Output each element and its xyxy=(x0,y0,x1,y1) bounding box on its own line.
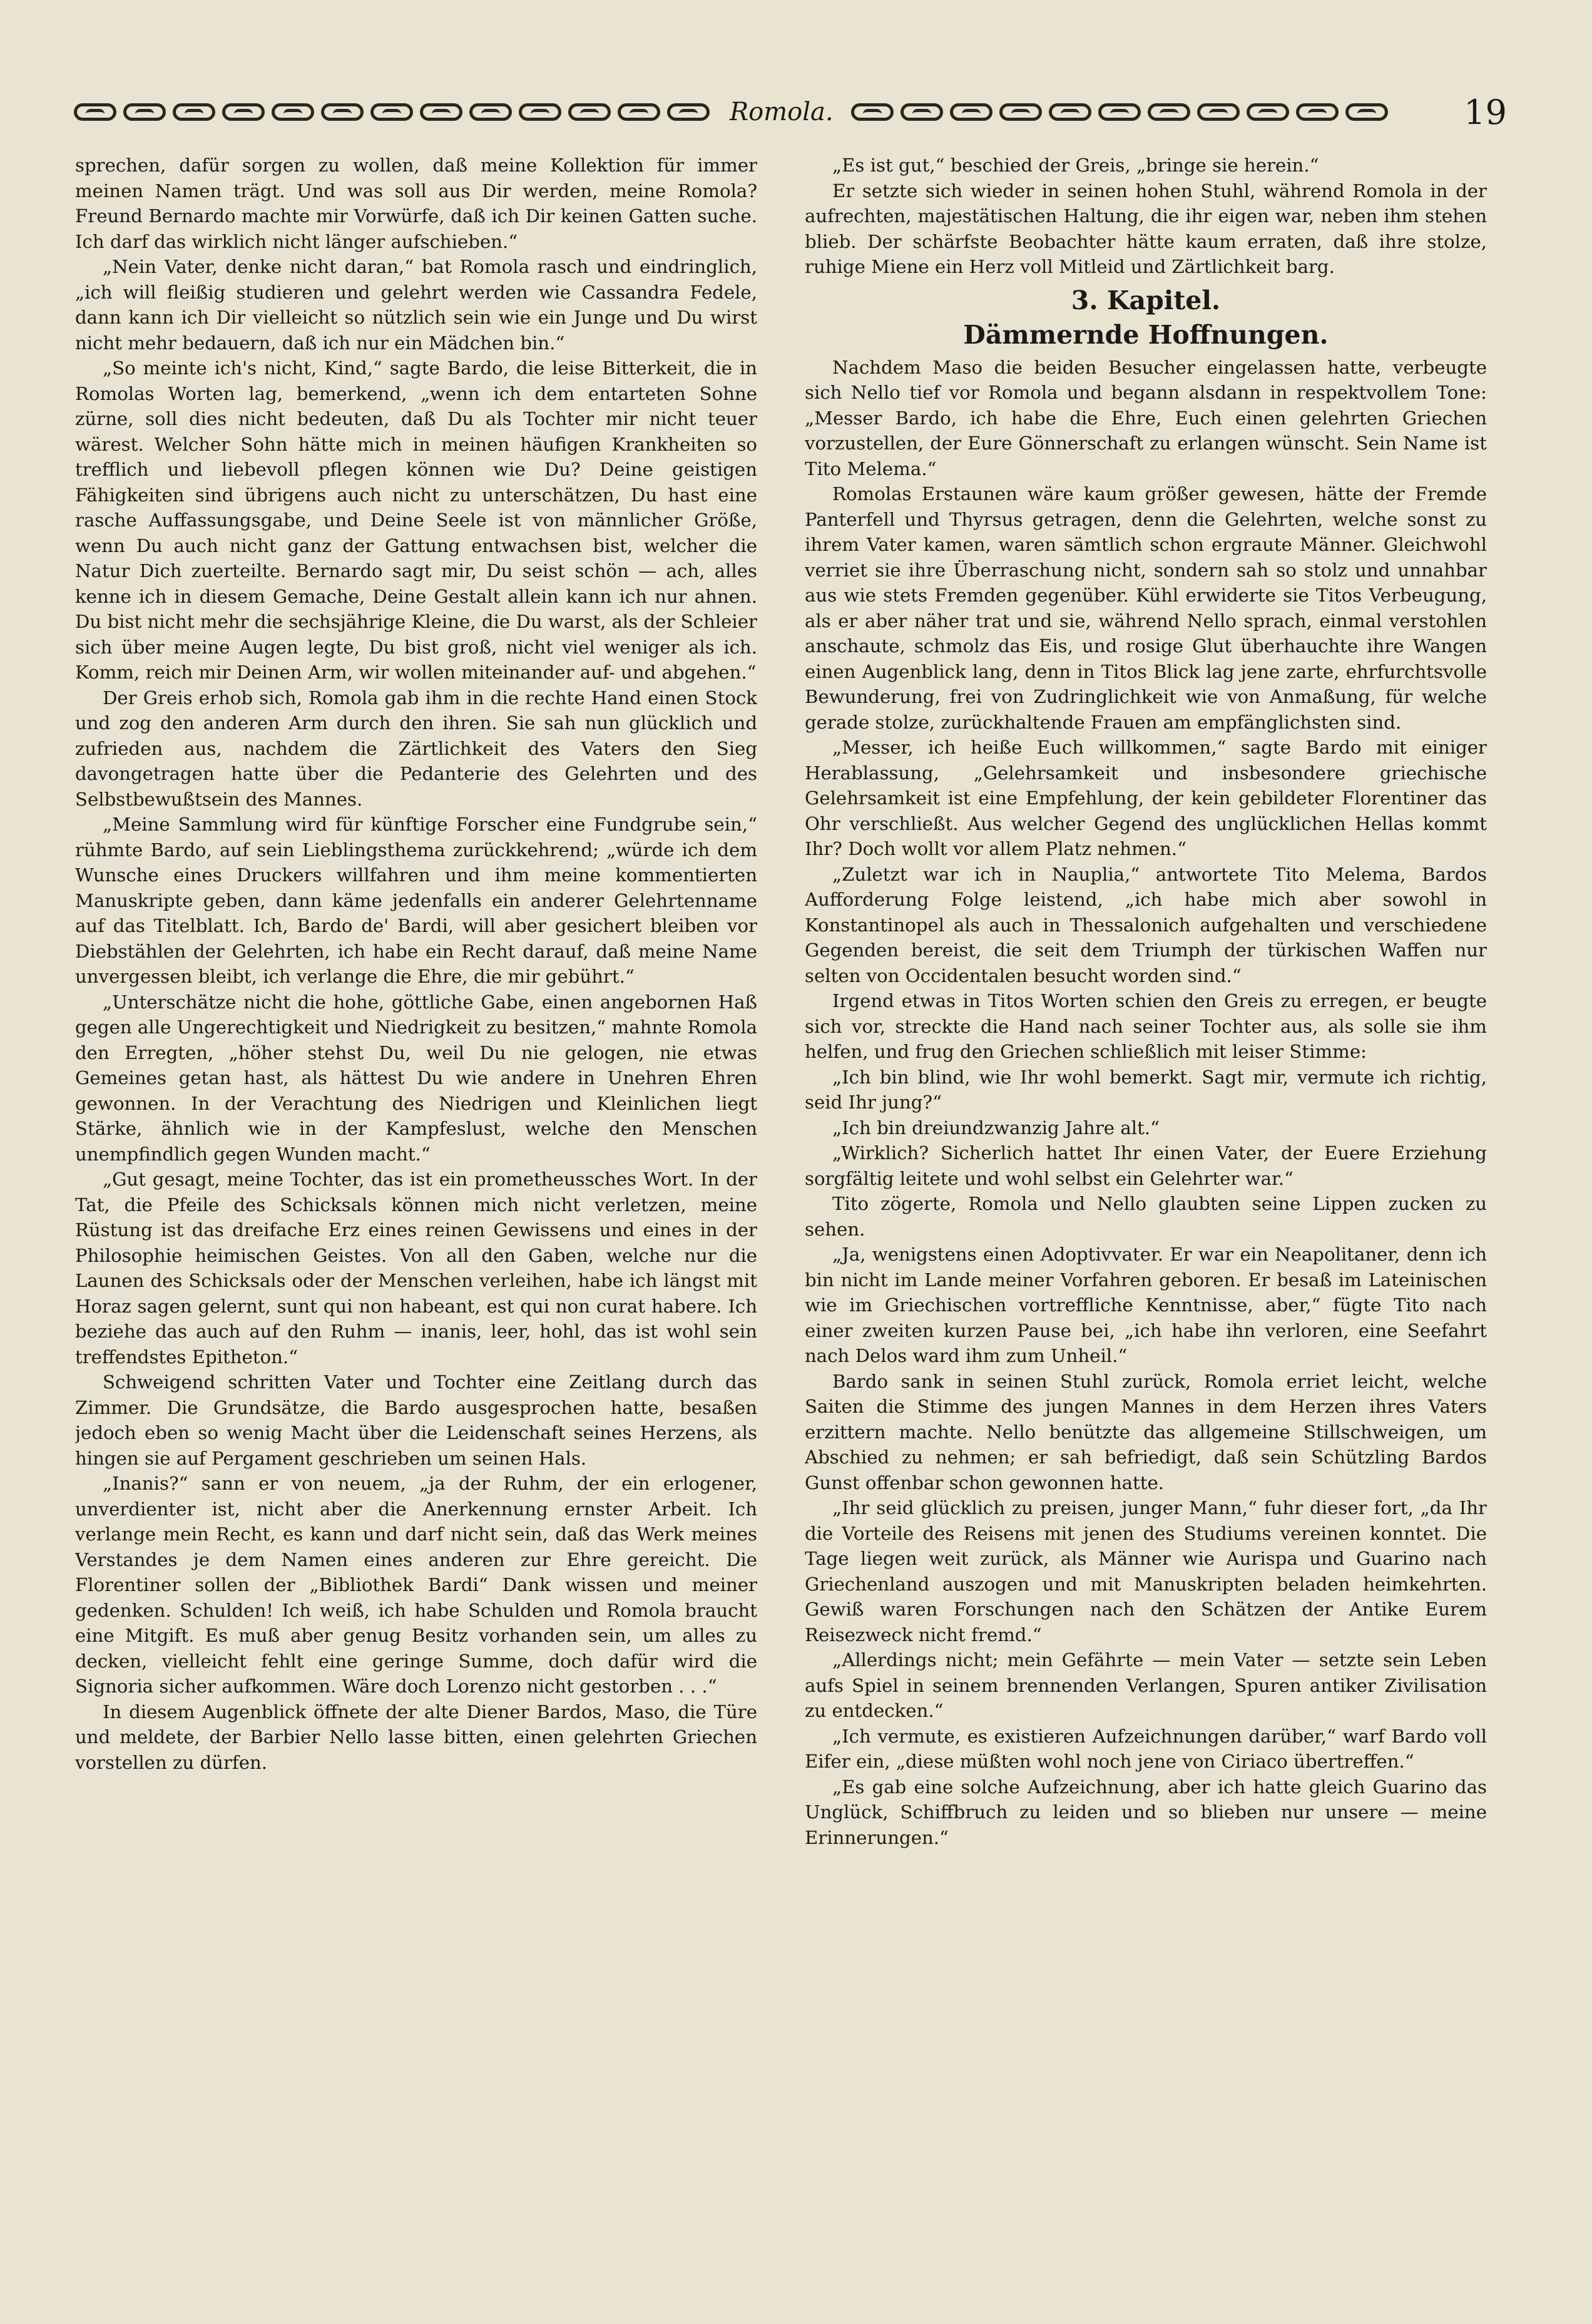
ornament-glyph xyxy=(1197,103,1240,121)
ornament-glyph xyxy=(1345,103,1388,121)
paragraph: „Unterschätze nicht die hohe, göttliche Gabe, einen angebornen Haß gegen alle Ungerechtigkeit und Niedrigkeit zu besitzen,“ mahnte Romola den Erregten, „höher stehst Du, weil Du nie gelogen, nie etwas Gemeines getan hast, als hättest Du wie andere in Unehren Ehren gewonnen. In der Verachtung des Niedrigen und Kleinlichen liegt Stärke, ähnlich wie in der Kampfeslust, welche den Menschen unempfindlich gegen Wunden macht.“ xyxy=(75,991,757,1165)
ornament-glyph xyxy=(1098,103,1141,121)
ornament-glyph xyxy=(222,103,265,121)
ornament-glyph xyxy=(1049,103,1091,121)
paragraph: „Ich vermute, es existieren Aufzeichnungen darüber,“ warf Bardo voll Eifer ein, „diese müßten wohl noch jene von Ciriaco übertreffen.“ xyxy=(805,1725,1487,1772)
paragraph: „Zuletzt war ich in Nauplia,“ antwortete Tito Melema, Bardos Aufforderung Folge leistend, „ich habe mich aber sowohl in Konstantinopel als auch in Thessalonich aufgehalten und verschiedene Gegenden bereist, die seit dem Triumph der türkischen Waffen nur selten von Occidentalen besucht worden sind.“ xyxy=(805,863,1487,986)
paragraph: „Meine Sammlung wird für künftige Forscher eine Fundgrube sein,“ rühmte Bardo, auf sein Lieblingsthema zurückkehrend; „würde ich dem Wunsche eines Druckers willfahren und ihm meine kommentierten Manuskripte geben, dann käme jedenfalls ein anderer Gelehrtenname auf das Titelblatt. Ich, Bardo de' Bardi, will aber gesichert bleiben vor Diebstählen der Gelehrten, ich habe ein Recht darauf, daß meine Name unvergessen bleibt, ich verlange die Ehre, die mir gebührt.“ xyxy=(75,814,757,987)
ornament-glyph xyxy=(123,103,166,121)
ornament-glyph xyxy=(851,103,894,121)
ornament-glyph xyxy=(173,103,215,121)
paragraph: „Messer, ich heiße Euch willkommen,“ sagte Bardo mit einiger Herablassung, „Gelehrsamkeit und insbesondere griechische Gelehrsamkeit ist eine Empfehlung, der kein gebildeter Florentiner das Ohr verschließt. Aus welcher Gegend des unglücklichen Hellas kommt Ihr? Doch wollt vor allem Platz nehmen.“ xyxy=(805,737,1487,859)
ornament-border-left xyxy=(74,103,712,121)
ornament-glyph xyxy=(568,103,611,121)
ornament-glyph xyxy=(519,103,561,121)
paragraph: In diesem Augenblick öffnete der alte Diener Bardos, Maso, die Türe und meldete, der Barbier Nello lasse bitten, einen gelehrten Griechen vorstellen zu dürfen. xyxy=(75,1701,757,1773)
paragraph: Nachdem Maso die beiden Besucher eingelassen hatte, verbeugte sich Nello tief vor Romola und begann alsdann in respektvollem Tone: „Messer Bardo, ich habe die Ehre, Euch einen gelehrten Griechen vorzustellen, der Eure Gönnerschaft zu erlangen wünscht. Sein Name ist Tito Melema.“ xyxy=(805,356,1487,479)
ornament-glyph xyxy=(999,103,1042,121)
paragraph: „Wirklich? Sicherlich hattet Ihr einen Vater, der Euere Erziehung sorgfältig leitete und wohl selbst ein Gelehrter war.“ xyxy=(805,1142,1487,1189)
paragraph: „Ihr seid glücklich zu preisen, junger Mann,“ fuhr dieser fort, „da Ihr die Vorteile des Reisens mit jenen des Studiums vereinen konntet. Die Tage liegen weit zurück, als Männer wie Aurispa und Guarino nach Griechenland auszogen und mit Manuskripten beladen heimkehrten. Gewiß waren Forschungen nach den Schätzen der Antike Eurem Reisezweck nicht fremd.“ xyxy=(805,1497,1487,1646)
ornament-glyph xyxy=(420,103,462,121)
paragraph: „Ich bin dreiundzwanzig Jahre alt.“ xyxy=(832,1117,1160,1139)
ornament-glyph xyxy=(74,103,116,121)
paragraph: „Ja, wenigstens einen Adoptivvater. Er war ein Neapolitaner, denn ich bin nicht im Lande meiner Vorfahren geboren. Er besaß im Lateinischen wie im Griechischen vortreffliche Kenntnisse, aber,“ fügte Tito nach einer zweiten kurzen Pause bei, „ich habe ihn verloren, eine Seefahrt nach Delos ward ihm zum Unheil.“ xyxy=(805,1244,1487,1366)
ornament-glyph xyxy=(370,103,413,121)
ornament-glyph xyxy=(901,103,943,121)
ornament-border-right xyxy=(851,103,1396,121)
page-number: 19 xyxy=(1464,92,1507,132)
right-column xyxy=(805,153,1487,2181)
ornament-glyph xyxy=(618,103,660,121)
paragraph: Bardo sank in seinen Stuhl zurück, Romola erriet leicht, welche Saiten die Stimme des jungen Mannes in dem Herzen ihres Vaters erzittern machte. Nello benützte das allgemeine Stillschweigen, um Abschied zu nehmen; er sah befriedigt, daß sein Schützling Bardos Gunst offenbar schon gewonnen hatte. xyxy=(805,1370,1487,1493)
paragraph: „Ich bin blind, wie Ihr wohl bemerkt. Sagt mir, vermute ich richtig, seid Ihr jung?“ xyxy=(805,1066,1487,1113)
ornament-glyph xyxy=(667,103,710,121)
chapter-title: Dämmernde Hoffnungen. xyxy=(963,319,1329,350)
paragraph: Er setzte sich wieder in seinen hohen Stuhl, während Romola in der aufrechten, majestätischen Haltung, die ihr eigen war, neben ihm stehen blieb. Der schärfste Beobachter hätte kaum erraten, daß ihre stolze, ruhige Miene ein Herz voll Mitleid und Zärtlichkeit barg. xyxy=(805,180,1487,277)
paragraph: Romolas Erstaunen wäre kaum größer gewesen, hätte der Fremde Panterfell und Thyrsus getragen, denn die Gelehrten, welche sonst zu ihrem Vater kamen, waren sämtlich schon ergraute Männer. Gleichwohl verriet sie ihre Überraschung nicht, sondern sah so stolz und unnahbar aus wie stets Fremden gegenüber. Kühl erwiderte sie Titos Verbeugung, als er aber näher trat und sie, während Nello sprach, einmal verstohlen anschaute, schmolz das Eis, und rosige Glut überhauchte ihre Wangen einen Augenblick lang, denn in Titos Blick lag jene zarte, ehrfurchtsvolle Bewunderung, frei von Zudringlichkeit wie von Anmaßung, für welche gerade stolze, zurückhaltende Frauen am empfänglichsten sind. xyxy=(805,483,1487,733)
ornament-glyph xyxy=(1148,103,1190,121)
paragraph: „Gut gesagt, meine Tochter, das ist ein prometheussches Wort. In der Tat, die Pfeile des Schicksals können mich nicht verletzen, meine Rüstung ist das dreifache Erz eines reinen Gewissens und eines in der Philosophie heimischen Geistes. Von all den Gaben, welche nur die Launen des Schicksals oder der Menschen verleihen, habe ich längst mit Horaz sagen gelernt, sunt qui non habeant, est qui non curat habere. Ich beziehe das auch auf den Ruhm — inanis, leer, hohl, das ist wohl sein treffendstes Epitheton.“ xyxy=(75,1169,757,1368)
paragraph: „Inanis?“ sann er von neuem, „ja der Ruhm, der ein erlogener, unverdienter ist, nicht aber die Anerkennung ernster Arbeit. Ich verlange mein Recht, es kann und darf nicht sein, daß das Werk meines Verstandes je dem Namen eines anderen zur Ehre gereicht. Die Florentiner sollen der „Bibliothek Bardi“ Dank wissen und meiner gedenken. Schulden! Ich weiß, ich habe Schulden und Romola braucht eine Mitgift. Es muß aber genug Besitz vorhanden sein, um alles zu decken, vielleicht fehlt eine geringe Summe, doch dafür wird die Signoria sicher aufkommen. Wäre doch Lorenzo nicht gestorben . . .“ xyxy=(75,1473,757,1697)
running-title: Romola. xyxy=(730,98,834,126)
ornament-glyph xyxy=(272,103,314,121)
ornament-glyph xyxy=(321,103,364,121)
chapter-heading: 3. Kapitel. xyxy=(1071,285,1221,315)
paragraph: „Allerdings nicht; mein Gefährte — mein Vater — setzte sein Leben aufs Spiel in seinem brennenden Verlangen, Spuren antiker Zivilisation zu entdecken.“ xyxy=(805,1649,1487,1721)
paragraph: „Es ist gut,“ beschied der Greis, „bringe sie herein.“ xyxy=(832,155,1319,176)
running-head xyxy=(74,93,1507,131)
left-column xyxy=(75,153,757,2162)
paragraph: Der Greis erhob sich, Romola gab ihm in die rechte Hand einen Stock und zog den anderen Arm durch den ihren. Sie sah nun glücklich und zufrieden aus, nachdem die Zärtlichkeit des Vaters den Sieg davongetragen hatte über die Pedanterie des Gelehrten und des Selbstbewußtsein des Mannes. xyxy=(75,687,757,810)
paragraph: Schweigend schritten Vater und Tochter eine Zeitlang durch das Zimmer. Die Grundsätze, die Bardo ausgesprochen hatte, besaßen jedoch eben so wenig Macht über die Leidenschaft seines Herzens, als hingen sie auf Pergament geschrieben um seinen Hals. xyxy=(75,1371,757,1469)
paragraph: sprechen, dafür sorgen zu wollen, daß meine Kollektion für immer meinen Namen trägt. Und was soll aus Dir werden, meine Romola? Freund Bernardo machte mir Vorwürfe, daß ich Dir keinen Gatten suche. Ich darf das wirklich nicht länger aufschieben.“ xyxy=(75,155,757,252)
ornament-glyph xyxy=(950,103,992,121)
ornament-glyph xyxy=(1247,103,1289,121)
paragraph: „Es gab eine solche Aufzeichnung, aber ich hatte gleich Guarino das Unglück, Schiffbruch zu leiden und so blieben nur unsere — meine Erinnerungen.“ xyxy=(805,1776,1487,1848)
paragraph: „So meinte ich's nicht, Kind,“ sagte Bardo, die leise Bitterkeit, die in Romolas Worten lag, bemerkend, „wenn ich dem entarteten Sohne zürne, soll dies nicht bedeuten, daß Du als Tochter mir nicht teuer wärest. Welcher Sohn hätte mich in meinen häufigen Krankheiten so trefflich und liebevoll pflegen können wie Du? Deine geistigen Fähigkeiten sind übrigens auch nicht zu unterschätzen, Du hast eine rasche Auffassungsgabe, und Deine Seele ist von männlicher Größe, wenn Du auch nicht ganz der Gattung entwachsen bist, welcher die Natur Dich zuerteilte. Bernardo sagt mir, Du seist schön — ach, alles kenne ich in diesem Gemache, Deine Gestalt allein kann ich nur ahnen. Du bist nicht mehr die sechsjährige Kleine, die Du warst, als der Schleier sich über meine Augen legte, Du bist groß, nicht viel weniger als ich. Komm, reich mir Deinen Arm, wir wollen miteinander auf- und abgehen.“ xyxy=(75,357,757,683)
ornament-glyph xyxy=(1296,103,1339,121)
paragraph: Irgend etwas in Titos Worten schien den Greis zu erregen, er beugte sich vor, streckte die Hand nach seiner Tochter aus, als solle sie ihm helfen, und frug den Griechen schließlich mit leiser Stimme: xyxy=(805,990,1487,1062)
ornament-glyph xyxy=(469,103,512,121)
paragraph: Tito zögerte, Romola und Nello glaubten seine Lippen zucken zu sehen. xyxy=(805,1193,1487,1240)
paragraph: „Nein Vater, denke nicht daran,“ bat Romola rasch und eindringlich, „ich will fleißig studieren und gelehrt werden wie Cassandra Fedele, dann kann ich Dir vielleicht so nützlich sein wie ein Junge und Du wirst nicht mehr bedauern, daß ich nur ein Mädchen bin.“ xyxy=(75,256,757,354)
